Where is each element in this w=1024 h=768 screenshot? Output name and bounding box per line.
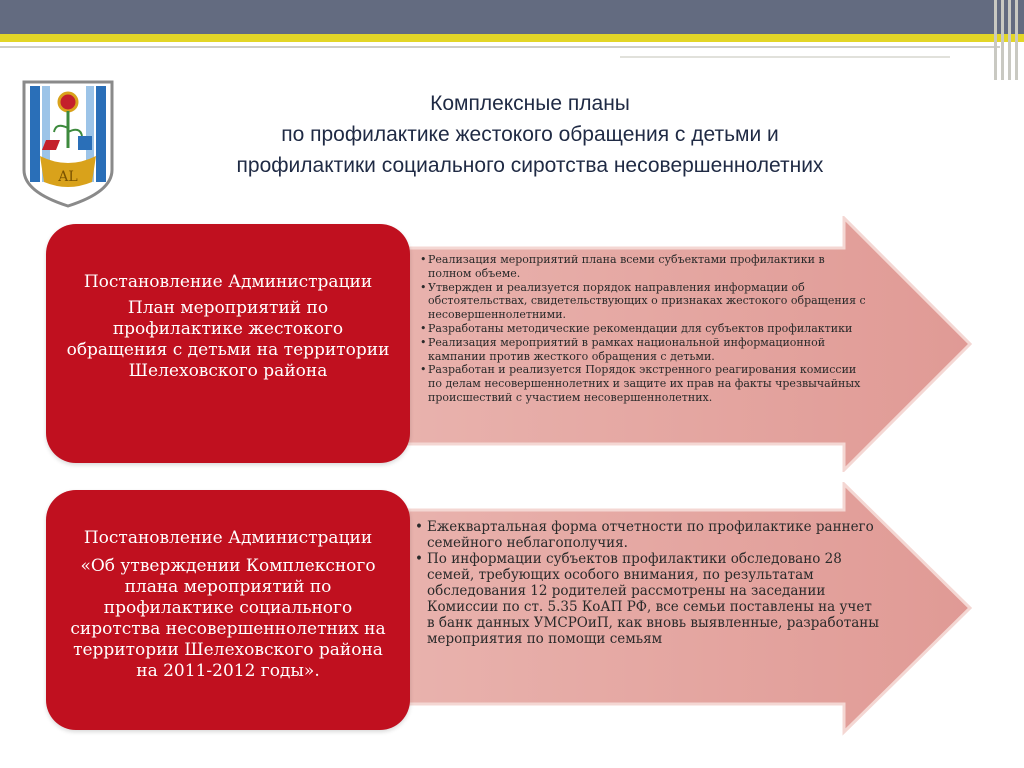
coat-of-arms-icon [20, 78, 116, 210]
vertical-stripes [990, 0, 1024, 80]
list-item: • Реализация мероприятий плана всеми субъектами профилактики в полном объеме. [420, 253, 870, 281]
crest-monogram: AL [58, 169, 78, 185]
list-item: • Реализация мероприятий в рамках национальной информационной кампании против жесткого обращения с детьми. [420, 336, 870, 364]
yellow-stripe [0, 34, 1024, 42]
resolution-box-1 [46, 224, 410, 463]
page-title [160, 88, 900, 181]
list-item: • Утвержден и реализуется порядок направления информации об обстоятельствах, свидетельствующих о признаках жестокого обращения с несовершеннолетними. [420, 281, 870, 322]
measures-list-1 [420, 253, 870, 405]
resolution-header-2: Постановление Администрации [83, 528, 373, 548]
divider-line-short [620, 56, 950, 58]
title-line-2: по профилактике жестокого обращения с детьми и [281, 123, 779, 146]
list-item: • Разработаны методические рекомендации для субъектов профилактики [420, 322, 870, 336]
divider-line [0, 46, 1000, 48]
list-item: • По информации субъектов профилактики обследовано 28 семей, требующих особого внимания, по результатам обследования 12 родителей рассмотрены на заседании Комиссии по ст. 5.35 КоАП РФ, все семьи поставлены на учет в банк данных УМСРОиП, как вновь выявленные, разработаны мероприятия по помощи семьям [415, 551, 883, 647]
resolution-header-1: Постановление Администрации [83, 272, 373, 292]
list-item: • Разработан и реализуется Порядок экстренного реагирования комиссии по делам несовершеннолетних и защите их прав на факты чрезвычайных происшествий с участием несовершеннолетних. [420, 363, 870, 404]
title-line-3: профилактики социального сиротства несовершеннолетних [236, 154, 824, 177]
list-item: • Ежеквартальная форма отчетности по профилактике раннего семейного неблагополучия. [415, 519, 883, 551]
resolution-box-2 [46, 490, 410, 730]
top-banner [0, 0, 1024, 34]
resolution-body-2: «Об утверждении Комплексного плана мероприятий по профилактике социального сиротства несовершеннолетних на территории Шелеховского района на 2011-2012 годы». [70, 556, 386, 681]
measures-list-2 [415, 519, 883, 647]
title-line-1: Комплексные планы [430, 92, 630, 115]
resolution-body-1: План мероприятий по профилактике жестокого обращения с детьми на территории Шелеховского района [66, 298, 390, 381]
